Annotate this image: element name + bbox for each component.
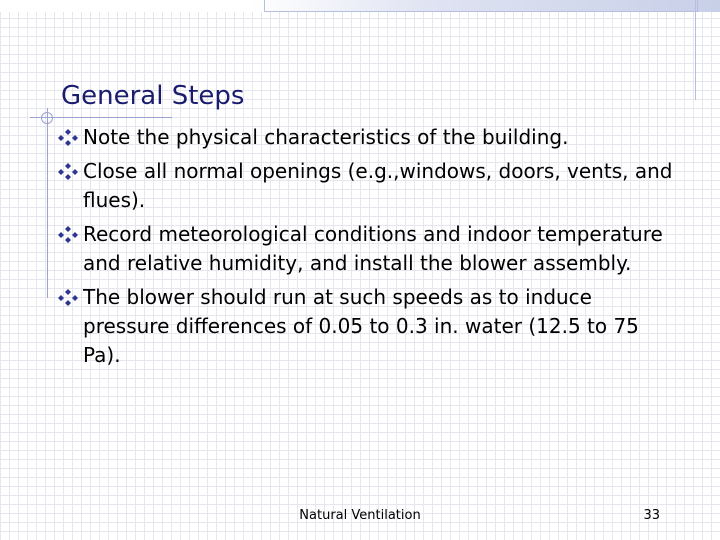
- bullet-text: Record meteorological conditions and indoor temperature and relative humidity, and install the blower assembly.: [83, 222, 663, 275]
- top-frame-box: [264, 0, 698, 12]
- four-diamond-bullet-icon: [58, 288, 78, 308]
- bullet-text: Note the physical characteristics of the building.: [83, 125, 569, 149]
- four-diamond-bullet-icon: [58, 128, 78, 148]
- bullet-item: [58, 220, 678, 278]
- slide-title: General Steps: [61, 81, 245, 111]
- bullet-item: [58, 123, 678, 152]
- four-diamond-bullet-icon: [58, 162, 78, 182]
- bullet-list: [58, 123, 678, 375]
- title-circle-ornament: [41, 112, 53, 124]
- right-frame-line: [695, 0, 696, 100]
- footer-title: Natural Ventilation: [299, 508, 421, 523]
- bullet-item: [58, 157, 678, 215]
- title-vertical-rule: [47, 108, 48, 298]
- bullet-text: Close all normal openings (e.g.,windows, doors, vents, and flues).: [83, 159, 673, 212]
- four-diamond-bullet-icon: [58, 225, 78, 245]
- page-number: 33: [643, 508, 660, 523]
- bullet-item: [58, 283, 678, 370]
- bullet-text: The blower should run at such speeds as to induce pressure differences of 0.05 to 0.3 in. water (12.5 to 75 Pa).: [83, 285, 639, 367]
